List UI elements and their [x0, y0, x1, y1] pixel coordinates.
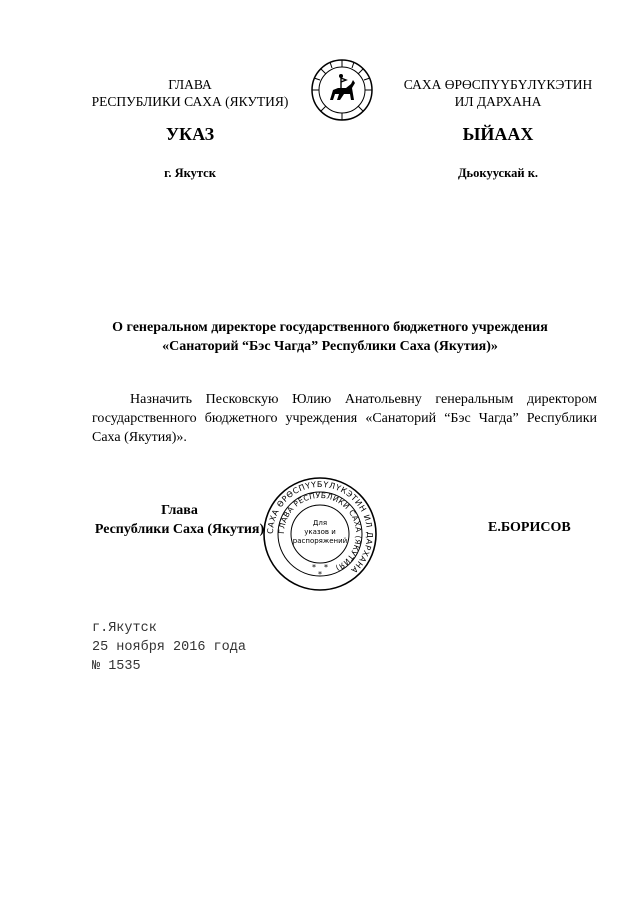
body-paragraph: Назначить Песковскую Юлию Анатольевну генеральным директором государственного бюджетного учреждения «Санаторий “Бэс Чагда” Республики Саха (Якутия)». — [92, 392, 597, 445]
document-title — [60, 318, 600, 356]
header-right — [388, 76, 608, 110]
coat-of-arms-icon — [310, 58, 374, 122]
city-right: Дьокуускай к. — [457, 166, 539, 180]
footer-number: № 1535 — [92, 659, 141, 674]
title-line1: О генеральном директоре государственного бюджетного учреждения — [112, 320, 548, 335]
stamp-center-line3: распоряжений — [292, 537, 348, 545]
stamp-outer-text: САХА ӨРӨСПҮҮБҮЛҮКЭТИН ИЛ ДАРХАНА — [265, 479, 375, 576]
title-line2: «Санаторий “Бэс Чагда” Республики Саха (Якутия)» — [162, 339, 498, 354]
svg-text:*: * — [318, 570, 322, 579]
doc-type-right: ЫЙААХ — [462, 124, 534, 144]
doc-type-left: УКАЗ — [165, 124, 215, 144]
footer-date: 25 ноября 2016 года — [92, 640, 246, 655]
city-left: г. Якутск — [164, 166, 216, 180]
footer-city: г.Якутск — [92, 621, 157, 636]
footer — [92, 619, 392, 676]
header-left-line2: РЕСПУБЛИКИ САХА (ЯКУТИЯ) — [91, 94, 289, 109]
signature-name: Е.БОРИСОВ — [488, 520, 571, 535]
svg-text:*: * — [312, 563, 316, 572]
official-seal-stamp — [262, 476, 378, 592]
stamp-center-line2: указов и — [304, 528, 336, 536]
header-right-line2: ИЛ ДАРХАНА — [454, 94, 542, 109]
signature-role-line2: Республики Саха (Якутия) — [94, 522, 265, 537]
svg-text:*: * — [324, 563, 328, 572]
stamp-inner-text: ГЛАВА РЕСПУБЛИКИ САХА (ЯКУТИЯ) — [276, 490, 364, 574]
header-right-line1: САХА ӨРӨСПҮҮБҮЛҮКЭТИН — [403, 77, 593, 92]
signature-role-line1: Глава — [161, 503, 198, 518]
stamp-center-line1: Для — [312, 519, 328, 527]
header-left-line1: ГЛАВА — [168, 77, 212, 92]
signature-role — [92, 501, 267, 539]
header-left — [80, 76, 300, 110]
